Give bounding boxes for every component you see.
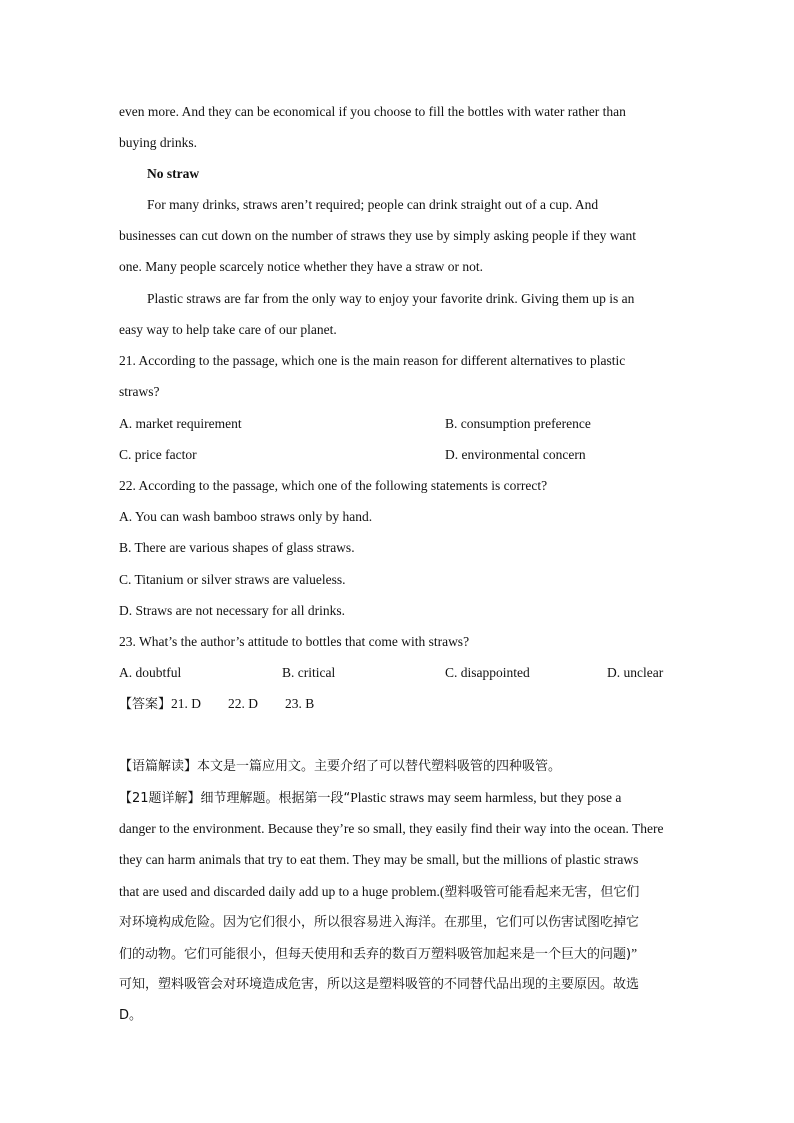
explanation-label: 【21题详解】	[119, 791, 201, 806]
passage-line: businesses can cut down on the number of straws they use by simply asking people if they want	[119, 228, 637, 243]
explanation-quote: Plastic straws may seem harmless, but they pose a	[350, 790, 622, 805]
section-heading: No straw	[147, 166, 200, 181]
q21-option-b: B. consumption preference	[445, 416, 591, 431]
interpretation-line	[119, 758, 561, 776]
passage-line: easy way to help take care of our planet.	[119, 322, 337, 337]
q23-option-c: C. disappointed	[445, 665, 530, 680]
explanation-line: D。	[119, 1008, 143, 1023]
passage-line: even more. And they can be economical if you choose to fill the bottles with water rather than	[119, 104, 626, 119]
passage-line: one. Many people scarcely notice whether they have a straw or not.	[119, 259, 483, 274]
explanation-line	[119, 883, 639, 902]
q23-option-d: D. unclear	[607, 665, 664, 680]
question-21-stem-cont: straws?	[119, 384, 160, 399]
explanation-line: 对环境构成危险。因为它们很小，所以很容易进入海洋。在那里，它们可以伤害试图吃掉它	[119, 915, 640, 930]
answer-line	[119, 695, 314, 714]
passage-line: buying drinks.	[119, 135, 198, 150]
passage-line: Plastic straws are far from the only way to enjoy your favorite drink. Giving them up is an	[147, 291, 635, 306]
q21-option-c: C. price factor	[119, 447, 197, 462]
answer-label: 【答案】	[119, 697, 172, 712]
closing-quote: ”	[631, 946, 638, 961]
q21-option-a: A. market requirement	[119, 416, 242, 431]
explanation-translation: 们的动物。它们可能很小，但每天使用和丢弃的数百万塑料吸管加起来是一个巨大的问题)	[119, 947, 632, 962]
explanation-intro: 细节理解题。根据第一段“	[200, 791, 351, 806]
q22-option-c: C. Titanium or silver straws are valueless.	[119, 572, 346, 587]
passage-line: For many drinks, straws aren’t required; people can drink straight out of a cup. And	[147, 197, 599, 212]
q22-option-b: B. There are various shapes of glass straws.	[119, 540, 355, 555]
explanation-line	[119, 945, 637, 964]
explanation-line	[119, 789, 621, 808]
interpretation-label: 【语篇解读】	[119, 759, 198, 774]
q23-option-b: B. critical	[282, 665, 336, 680]
q21-option-d: D. environmental concern	[445, 447, 586, 462]
q22-option-d: D. Straws are not necessary for all drinks.	[119, 603, 346, 618]
q23-option-a: A. doubtful	[119, 665, 182, 680]
explanation-translation: 塑料吸管可能看起来无害，但它们	[444, 885, 640, 900]
explanation-line: danger to the environment. Because they’re so small, they easily find their way into the ocean. There	[119, 821, 664, 836]
question-21-stem: 21. According to the passage, which one is the main reason for different alternatives to plastic	[119, 353, 626, 368]
explanation-line: they can harm animals that try to eat them. They may be small, but the millions of plastic straws	[119, 852, 639, 867]
answer-values: 21. D 22. D 23. B	[171, 696, 315, 711]
question-22-stem: 22. According to the passage, which one of the following statements is correct?	[119, 478, 548, 493]
question-23-stem: 23. What’s the author’s attitude to bottles that come with straws?	[119, 634, 470, 649]
interpretation-text: 本文是一篇应用文。主要介绍了可以替代塑料吸管的四种吸管。	[197, 759, 562, 774]
explanation-quote-end: that are used and discarded daily add up to a huge problem.(	[119, 884, 445, 899]
explanation-line: 可知，塑料吸管会对环境造成危害，所以这是塑料吸管的不同替代品出现的主要原因。故选	[119, 977, 640, 992]
q22-option-a: A. You can wash bamboo straws only by hand.	[119, 509, 373, 524]
